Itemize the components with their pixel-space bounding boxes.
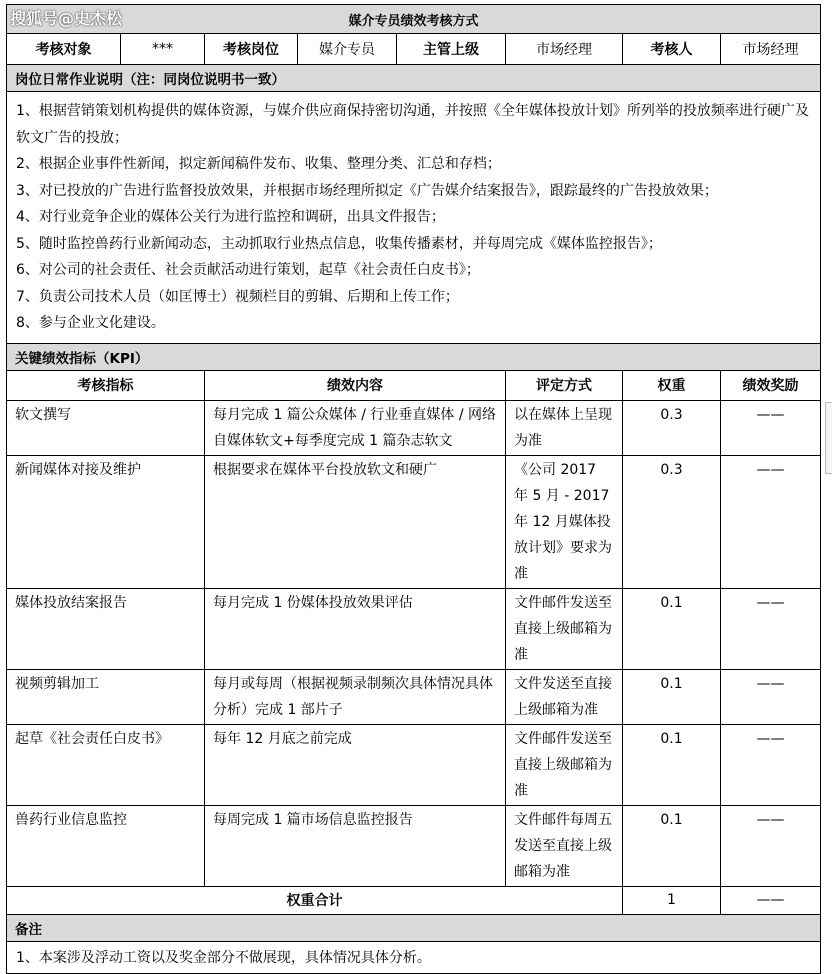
kpi-content: 每周完成 1 篇市场信息监控报告 <box>205 805 506 886</box>
assessor-label: 考核人 <box>623 34 721 65</box>
assessment-document <box>6 4 820 974</box>
kpi-weight: 0.1 <box>623 724 721 805</box>
kpi-reward: —— <box>721 805 821 886</box>
kpi-weight: 0.3 <box>623 455 721 588</box>
kpi-header: 关键绩效指标（KPI） <box>7 343 821 370</box>
duty-item: 5、随时监控兽药行业新闻动态，主动抓取行业热点信息，收集传播素材，并每周完成《媒体监控报告》； <box>16 235 662 252</box>
kpi-method: 以在媒体上呈现为准 <box>506 400 623 455</box>
post-value: 媒介专员 <box>298 34 397 65</box>
assessment-table <box>6 4 821 974</box>
target-value: *** <box>121 34 205 65</box>
total-row <box>7 886 821 914</box>
notes-header: 备注 <box>7 914 821 941</box>
kpi-weight: 0.1 <box>623 669 721 724</box>
notes-header-row <box>7 914 821 941</box>
kpi-method: 文件邮件发送至直接上级邮箱为准 <box>506 588 623 669</box>
assessor-value: 市场经理 <box>721 34 821 65</box>
column-header-method: 评定方式 <box>506 370 623 400</box>
kpi-method: 文件邮件每周五发送至直接上级邮箱为准 <box>506 805 623 886</box>
column-header-indicator: 考核指标 <box>7 370 205 400</box>
duty-item: 2、根据企业事件性新闻，拟定新闻稿件发布、收集、整理分类、汇总和存档； <box>16 156 501 172</box>
watermark-text: 搜狐号@史杰松 <box>10 9 123 28</box>
table-row <box>7 669 821 724</box>
column-header-reward: 绩效奖励 <box>721 370 821 400</box>
post-label: 考核岗位 <box>205 34 298 65</box>
supervisor-value: 市场经理 <box>506 34 623 65</box>
duties-header-row <box>7 65 821 92</box>
table-row <box>7 724 821 805</box>
kpi-method: 《公司 2017 年 5 月 - 2017 年 12 月媒体投放计划》要求为准 <box>506 455 623 588</box>
kpi-indicator: 起草《社会责任白皮书》 <box>7 724 205 805</box>
kpi-indicator: 媒体投放结案报告 <box>7 588 205 669</box>
kpi-indicator: 新闻媒体对接及维护 <box>7 455 205 588</box>
page-title: 媒介专员绩效考核方式 <box>7 5 821 34</box>
duty-item: 7、负责公司技术人员（如匡博士）视频栏目的剪辑、后期和上传工作； <box>16 288 459 305</box>
kpi-reward: —— <box>721 455 821 588</box>
notes-text: 1、本案涉及浮动工资以及奖金部分不做展现，具体情况具体分析。 <box>7 941 821 973</box>
kpi-indicator: 软文撰写 <box>7 400 205 455</box>
duty-item: 8、参与企业文化建设。 <box>16 315 165 331</box>
kpi-content: 每月完成 1 篇公众媒体 / 行业垂直媒体 / 网络自媒体软文+每季度完成 1 篇杂志软文 <box>205 400 506 455</box>
notes-row <box>7 941 821 973</box>
title-row <box>7 5 821 34</box>
kpi-content: 每月完成 1 份媒体投放效果评估 <box>205 588 506 669</box>
kpi-indicator: 视频剪辑加工 <box>7 669 205 724</box>
table-row <box>7 805 821 886</box>
target-label: 考核对象 <box>7 34 121 65</box>
duty-item: 6、对公司的社会责任、社会贡献活动进行策划，起草《社会责任白皮书》； <box>16 262 480 278</box>
total-label: 权重合计 <box>7 886 623 914</box>
duty-item: 4、对行业竞争企业的媒体公关行为进行监控和调研，出具文件报告； <box>16 209 445 225</box>
info-row <box>7 34 821 65</box>
table-row <box>7 588 821 669</box>
kpi-weight: 0.3 <box>623 400 721 455</box>
kpi-method: 文件发送至直接上级邮箱为准 <box>506 669 623 724</box>
column-header-weight: 权重 <box>623 370 721 400</box>
page-edge-marker <box>825 402 832 474</box>
table-row <box>7 400 821 455</box>
kpi-content: 根据要求在媒体平台投放软文和硬广 <box>205 455 506 588</box>
column-header-content: 绩效内容 <box>205 370 506 400</box>
kpi-content: 每年 12 月底之前完成 <box>205 724 506 805</box>
kpi-indicator: 兽药行业信息监控 <box>7 805 205 886</box>
kpi-method: 文件邮件发送至直接上级邮箱为准 <box>506 724 623 805</box>
kpi-reward: —— <box>721 588 821 669</box>
kpi-reward: —— <box>721 724 821 805</box>
kpi-header-row <box>7 343 821 370</box>
total-weight: 1 <box>623 886 721 914</box>
kpi-content: 每月或每周（根据视频录制频次具体情况具体分析）完成 1 部片子 <box>205 669 506 724</box>
kpi-reward: —— <box>721 400 821 455</box>
kpi-weight: 0.1 <box>623 805 721 886</box>
total-reward: —— <box>721 886 821 914</box>
duties-header: 岗位日常作业说明（注：同岗位说明书一致） <box>7 65 821 92</box>
kpi-weight: 0.1 <box>623 588 721 669</box>
duties-row <box>7 92 821 344</box>
supervisor-label: 主管上级 <box>397 34 506 65</box>
duty-item: 3、对已投放的广告进行监督投放效果，并根据市场经理所拟定《广告媒介结案报告》，跟踪最终的广告投放效果； <box>16 182 718 199</box>
duty-item: 1、根据营销策划机构提供的媒体资源，与媒介供应商保持密切沟通，并按照《全年媒体投放计划》所列举的投放频率进行硬广及软文广告的投放； <box>16 103 809 146</box>
table-row <box>7 455 821 588</box>
kpi-column-headers <box>7 370 821 400</box>
kpi-reward: —— <box>721 669 821 724</box>
duties-list <box>7 92 821 344</box>
